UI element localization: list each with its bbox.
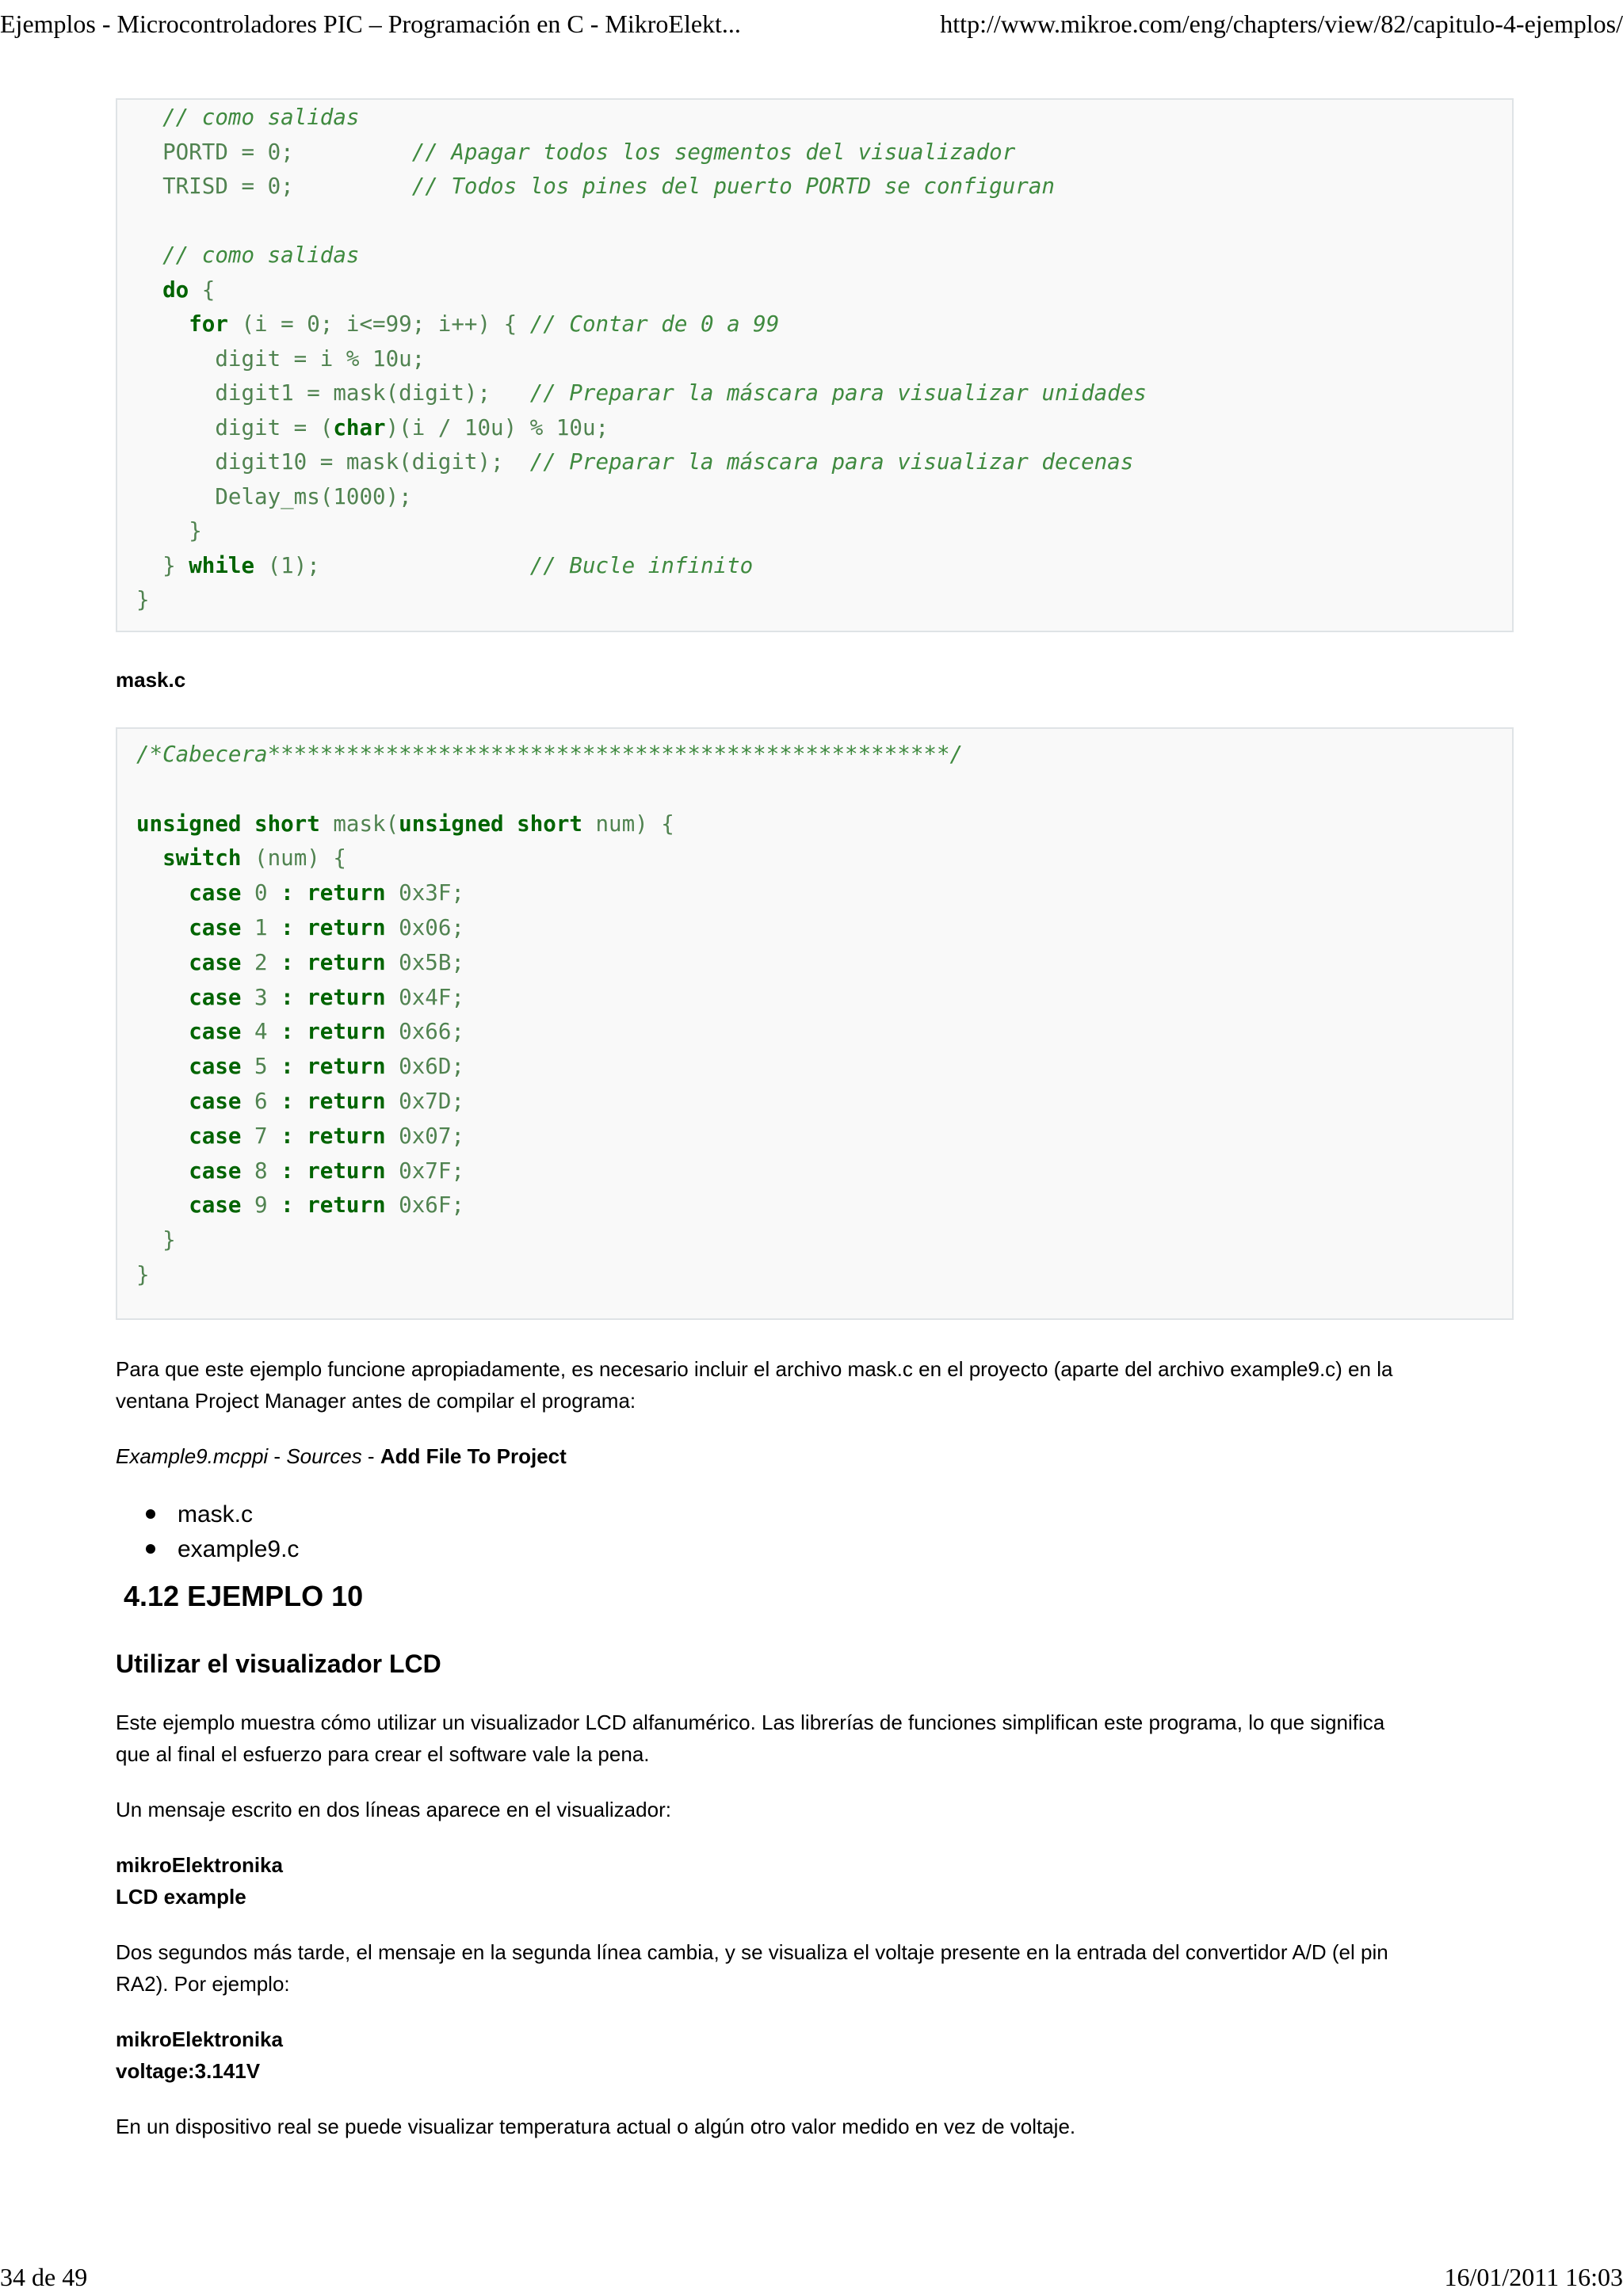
code-line [136,582,150,617]
code-text: 6 [241,1089,281,1114]
code-keyword: case [189,915,242,940]
code-keyword: : return [281,1123,386,1149]
code-keyword: case [189,949,242,975]
code-text [136,1192,189,1218]
code-text: 2 [241,949,281,975]
code-keyword: case [189,984,242,1010]
code-text: 5 [241,1054,281,1080]
code-comment: // Todos los pines del puerto PORTD se configuran [411,174,1055,199]
code-text: digit10 = mask(digit); [136,449,530,475]
code-line [136,807,674,841]
code-text: 0x7D; [385,1089,464,1114]
code-text [136,1158,189,1184]
code-line [136,444,1133,479]
code-text: PORTD = 0; [136,139,412,165]
project-path [116,1440,567,1472]
code-keyword: case [189,1019,242,1045]
add-file-action: Add File To Project [380,1444,567,1468]
files-list [146,1497,299,1567]
code-text: digit1 = mask(digit); [136,380,530,406]
code-line [136,1049,464,1084]
sources-label: Sources [286,1444,362,1468]
code-line [136,1154,464,1188]
code-text: digit = i % 10u; [136,345,426,372]
page-url: http://www.mikroe.com/eng/chapters/view/82/capitulo-4-ejemplos/ [940,10,1623,38]
code-line [136,548,753,583]
code-text: TRISD = 0; [136,174,412,199]
code-line [136,341,425,376]
code-keyword: case [189,1054,242,1080]
code-keyword: unsigned short [399,810,582,837]
code-text: 0x6F; [385,1192,464,1219]
code-line [136,479,412,514]
page-number: 34 de 49 [0,2263,88,2291]
code-text: 0x3F; [385,880,464,906]
subsection-heading: Utilizar el visualizador LCD [116,1650,441,1678]
code-line [136,307,779,341]
code-keyword: : return [281,1054,386,1080]
code-keyword: : return [281,949,386,975]
code-block-mask [116,727,1514,1320]
code-line [136,100,359,135]
code-line [136,737,963,772]
code-line [136,1014,464,1049]
code-text: (i = 0; i<=99; i++) { [227,311,530,337]
list-item: example9.c [146,1532,299,1567]
code-text: num) { [582,810,674,837]
code-text: 0x4F; [385,984,464,1010]
device-paragraph: En un dispositivo real se puede visualizar temperatura actual o algún otro valor medido en vez de voltaje. [116,2115,1076,2138]
code-line [136,273,215,307]
code-text: 0x07; [385,1123,464,1149]
code-text [136,1123,189,1149]
bullet-icon [146,1544,155,1554]
code-keyword: while [189,552,255,578]
code-text: Delay_ms(1000); [136,483,412,509]
code-text: 0x7F; [385,1158,464,1184]
code-text: } [136,518,202,543]
code-text [136,985,189,1010]
code-block-main [116,98,1514,632]
code-line [136,410,609,445]
code-keyword: switch [162,845,242,871]
code-line [136,1084,464,1119]
code-keyword: : return [281,984,386,1010]
code-text [136,950,189,975]
code-line [136,238,359,273]
code-comment: // como salidas [136,105,360,130]
code-line [136,945,464,980]
code-keyword: case [189,1158,242,1184]
code-text: 9 [241,1192,281,1219]
code-text: (num) { [241,845,346,871]
code-text: 0x66; [385,1019,464,1045]
bullet-icon [146,1509,155,1519]
page-title: Ejemplos - Microcontroladores PIC – Programación en C - MikroElekt... [0,10,741,38]
code-line [136,910,464,945]
code-keyword: do [162,277,189,303]
code-keyword: : return [281,915,386,940]
section-heading: 4.12 EJEMPLO 10 [124,1580,364,1612]
code-text: 7 [241,1123,281,1149]
code-comment: // Apagar todos los segmentos del visualizador [411,139,1016,165]
code-keyword: : return [281,1089,386,1114]
code-text [136,845,162,871]
code-text: } [136,552,189,578]
code-comment: // Bucle infinito [529,552,754,578]
path-separator: - [361,1444,380,1468]
include-line-2: ventana Project Manager antes de compilar el programa: [116,1389,636,1413]
code-line [136,169,1055,204]
code-text: } [136,1262,150,1287]
lcd-message-example-1: mikroElektronika LCD example [116,1853,283,1909]
code-text: 0x06; [385,915,464,940]
code-keyword: : return [281,1158,386,1184]
message-paragraph: Un mensaje escrito en dos líneas aparece en el visualizador: [116,1798,671,1821]
code-text [136,1019,189,1044]
code-line [136,135,1015,170]
code-text: 0x6D; [385,1054,464,1080]
code-text [136,880,189,906]
code-line [136,841,346,875]
code-text [136,1089,189,1114]
print-datetime: 16/01/2011 16:03 [1444,2263,1623,2291]
code-line [136,1222,176,1257]
code-text: 0x5B; [385,949,464,975]
code-line [136,875,464,910]
print-footer [0,2258,1623,2296]
code-keyword: : return [281,880,386,906]
list-item: mask.c [146,1497,299,1532]
code-keyword: for [189,311,228,337]
code-text: } [136,587,150,612]
code-line [136,980,464,1015]
code-keyword: case [189,1192,242,1219]
code-text [136,915,189,940]
intro-paragraph: Este ejemplo muestra cómo utilizar un visualizador LCD alfanumérico. Las librerías de funciones simplifican este programa, lo que significa que al final el esfuerzo para crear el software vale la pena. [116,1711,1385,1766]
code-comment: // Preparar la máscara para visualizar decenas [529,449,1134,475]
code-comment: // Contar de 0 a 99 [529,311,780,337]
code-line [136,1188,464,1222]
include-line-1: Para que este ejemplo funcione apropiadamente, es necesario incluir el archivo mask.c en el proyecto (aparte del archivo example9.c) en la [116,1357,1393,1381]
project-name: Example9.mcppi [116,1444,269,1468]
code-line [136,1119,464,1154]
code-text: (1); [254,552,530,578]
code-text: { [189,277,216,303]
code-text [136,277,162,303]
voltage-paragraph: Dos segundos más tarde, el mensaje en la segunda línea cambia, y se visualiza el voltaje presente en la entrada del convertidor A/D (el pin RA2). Por ejemplo: [116,1940,1388,1996]
code-text: 0 [241,880,281,906]
code-text: 3 [241,984,281,1010]
lcd-message-example-2: mikroElektronika voltage:3.141V [116,2027,283,2083]
code-line [136,513,202,548]
code-keyword: unsigned short [136,810,320,837]
code-comment: /*Cabecera****************************************************/ [136,742,964,767]
print-header [0,0,1623,48]
path-separator: - [268,1444,287,1468]
code-line [136,376,1147,410]
include-paragraph [116,1353,1392,1417]
code-text [136,311,189,337]
code-keyword: : return [281,1019,386,1045]
code-keyword: case [189,1089,242,1114]
code-text [136,1054,189,1079]
code-keyword: case [189,1123,242,1149]
code-text: 8 [241,1158,281,1184]
code-text: 1 [241,915,281,940]
code-comment: // Preparar la máscara para visualizar unidades [529,380,1147,406]
mask-filename: mask.c [116,668,186,692]
code-text: mask( [319,810,399,837]
code-keyword: : return [281,1192,386,1219]
code-text: )(i / 10u) % 10u; [385,414,609,441]
code-keyword: char [333,414,386,441]
code-text: } [136,1227,176,1253]
code-text: 4 [241,1019,281,1045]
code-text: digit = ( [136,414,334,441]
code-comment: // como salidas [136,242,360,268]
code-keyword: case [189,880,242,906]
code-line [136,1257,150,1292]
